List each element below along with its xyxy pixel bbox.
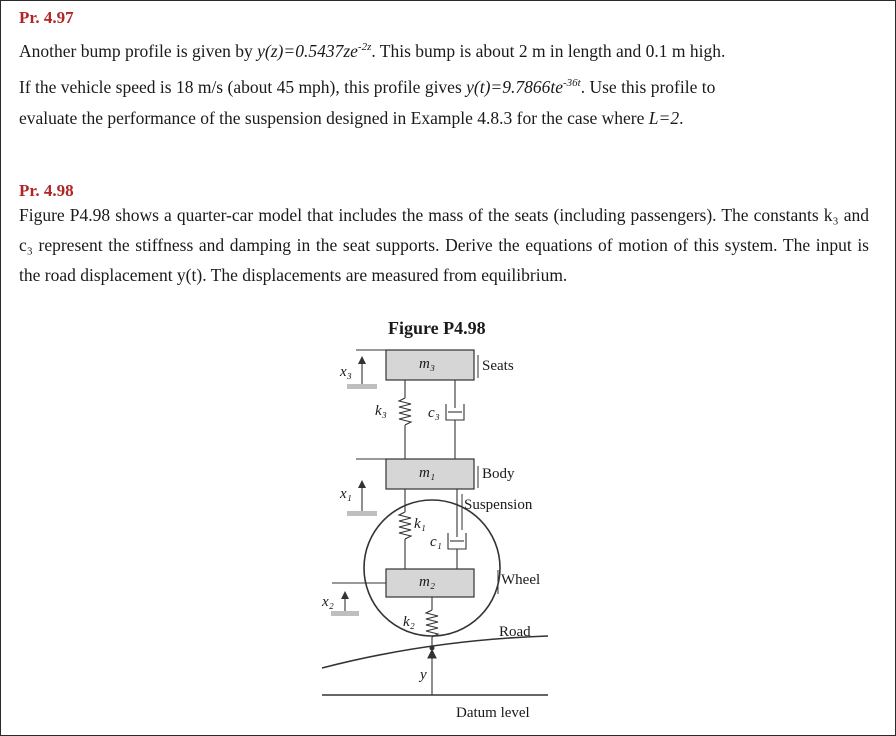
y-arrow bbox=[428, 650, 436, 695]
label-k3: k₃ bbox=[375, 403, 387, 419]
spring-k2 bbox=[426, 597, 438, 648]
label-c3: c₃ bbox=[428, 405, 440, 421]
label-x2: x₂ bbox=[322, 594, 334, 610]
equation-y-of-z-exponent: -2z bbox=[357, 41, 372, 53]
label-seats: Seats bbox=[482, 358, 514, 374]
problem-97-line-1-text-b: . This bump is about 2 m in length and 0.1 m high. bbox=[371, 40, 726, 61]
label-m2: m₂ bbox=[419, 574, 436, 590]
label-suspension: Suspension bbox=[464, 497, 533, 513]
problem-98-text: Figure P4.98 shows a quarter-car model that includes the mass of the seats (including passengers). The constants k₃ and c₃ represent the stiffness and damping in the seat supports. Derive the equations of motion of this system. The input is the road displacement y(t). The displacements are measured from equilibrium. bbox=[19, 205, 869, 285]
label-datum-level: Datum level bbox=[456, 705, 530, 721]
wheel-circle bbox=[364, 500, 500, 636]
label-y: y bbox=[420, 667, 427, 683]
x2-displacement-arrow bbox=[331, 591, 359, 616]
label-m3: m₃ bbox=[419, 356, 436, 372]
label-road: Road bbox=[499, 624, 531, 640]
problem-97-line-1-text-a: Another bump profile is given by bbox=[19, 40, 258, 61]
label-k2: k₂ bbox=[403, 614, 415, 630]
figure-title: Figure P4.98 bbox=[388, 318, 486, 338]
label-wheel: Wheel bbox=[501, 572, 541, 588]
problem-97-heading: Pr. 4.97 bbox=[19, 8, 74, 27]
label-x1: x₁ bbox=[340, 486, 352, 502]
spring-k1 bbox=[399, 489, 411, 569]
label-k1: k₁ bbox=[414, 516, 426, 532]
problem-97-line-2-text-a: If the vehicle speed is 18 m/s (about 45 mph), this profile gives bbox=[19, 76, 467, 97]
equation-y-of-z: y(z)=0.5437ze bbox=[257, 40, 358, 61]
label-c1: c₁ bbox=[430, 534, 442, 550]
equation-y-of-t: y(t)=9.7866te bbox=[466, 76, 563, 97]
problem-97-line-3-text-a: evaluate the performance of the suspension designed in Example 4.8.3 for the case where bbox=[19, 108, 649, 128]
problem-98-heading: Pr. 4.98 bbox=[19, 181, 74, 200]
problem-97-line-3-text-b: . bbox=[679, 108, 684, 128]
damper-c3 bbox=[446, 380, 464, 459]
label-body: Body bbox=[482, 466, 515, 482]
label-m1: m₁ bbox=[419, 465, 436, 481]
spring-k3 bbox=[399, 380, 411, 459]
problem-97-line-2-text-b: . Use this profile to bbox=[580, 76, 716, 97]
equation-l-equals: L=2 bbox=[648, 108, 680, 128]
equation-y-of-t-exponent: -36t bbox=[563, 77, 581, 89]
label-x3: x₃ bbox=[340, 364, 352, 380]
